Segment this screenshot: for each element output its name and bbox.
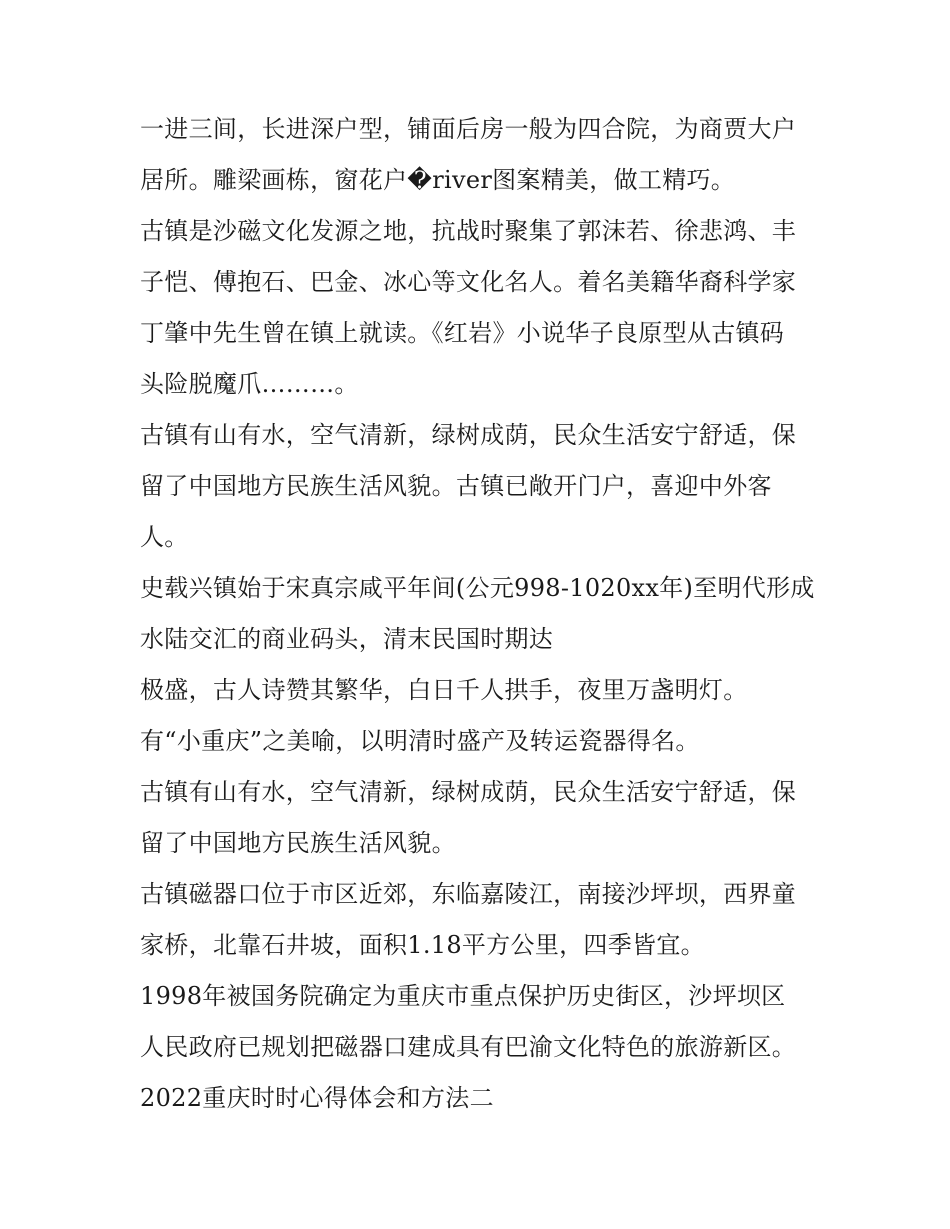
text-line: 人民政府已规划把磁器口建成具有巴渝文化特色的旅游新区。 (140, 1033, 797, 1061)
text-line: 极盛，古人诗赞其繁华，白日千人拱手，夜里万盏明灯。 (140, 676, 748, 704)
text-line: 古镇是沙磁文化发源之地，抗战时聚集了郭沫若、徐悲鸿、丰 (140, 217, 797, 245)
text-line: 古镇有山有水，空气清新，绿树成荫，民众生活安宁舒适，保 (140, 421, 797, 449)
text-line: 留了中国地方民族生活风貌。古镇已敞开门户，喜迎中外客 (140, 472, 772, 500)
text-line: 2022重庆时时心得体会和方法二 (140, 1084, 494, 1112)
text-line: 有“小重庆”之美喻，以明清时盛产及转运瓷器得名。 (140, 727, 700, 755)
text-line: 人。 (140, 523, 189, 551)
text-line: 留了中国地方民族生活风貌。 (140, 829, 456, 857)
text-line: 1998年被国务院确定为重庆市重点保护历史街区，沙坪坝区 (140, 982, 786, 1010)
text-line: 子恺、傅抱石、巴金、冰心等文化名人。着名美籍华裔科学家 (140, 268, 797, 296)
text-line: 头险脱魔爪………。 (140, 370, 359, 398)
text-line: 丁肇中先生曾在镇上就读。《红岩》小说华子良原型从古镇码 (140, 319, 785, 347)
text-line: 古镇磁器口位于市区近郊，东临嘉陵江，南接沙坪坝，西界童 (140, 880, 797, 908)
document-body (140, 104, 820, 1124)
text-line: 古镇有山有水，空气清新，绿树成荫，民众生活安宁舒适，保 (140, 778, 797, 806)
text-line: 居所。雕梁画栋，窗花户�river图案精美，做工精巧。 (140, 166, 736, 194)
text-line: 一进三间，长进深户型，铺面后房一般为四合院，为商贾大户 (140, 115, 797, 143)
text-line: 水陆交汇的商业码头，清末民国时期达 (140, 625, 554, 653)
text-line: 家桥，北靠石井坡，面积1.18平方公里，四季皆宜。 (140, 931, 705, 959)
text-line: 史载兴镇始于宋真宗咸平年间(公元998-1020xx年)至明代形成 (140, 574, 815, 602)
